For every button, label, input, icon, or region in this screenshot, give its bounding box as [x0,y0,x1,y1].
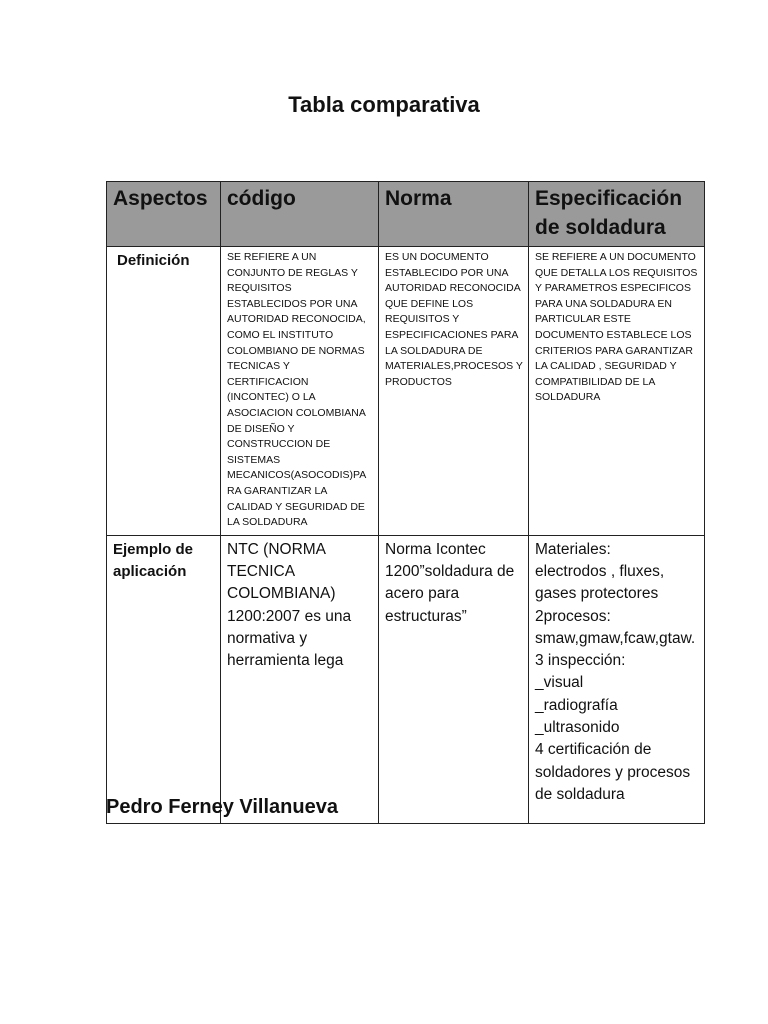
header-aspectos: Aspectos [107,182,221,247]
header-especificacion: Especificación de soldadura [529,182,705,247]
author-name: Pedro Ferney Villanueva [106,796,338,818]
table-row-definicion [107,247,705,536]
cell-ejemplo-especificacion: Materiales: electrodos , fluxes, gases protectores 2procesos: smaw,gmaw,fcaw,gtaw. 3 inspección: _visual _radiografía _ultrasonido 4 certificación de soldadores y procesos de soldadura [529,535,705,823]
row-label-text: Definición [117,252,190,269]
comparison-table [106,181,705,824]
row-label-definicion [107,247,221,536]
cell-definicion-norma: ES UN DOCUMENTO ESTABLECIDO POR UNA AUTORIDAD RECONOCIDA QUE DEFINE LOS REQUISITOS Y ESPECIFICACIONES PARA LA SOLDADURA DE MATERIALES,PROCESOS Y PRODUCTOS [379,247,529,536]
table-header-row [107,182,705,247]
cell-ejemplo-norma: Norma Icontec 1200”soldadura de acero para estructuras” [379,535,529,823]
cell-definicion-especificacion: SE REFIERE A UN DOCUMENTO QUE DETALLA LOS REQUISITOS Y PARAMETROS ESPECIFICOS PARA UNA SOLDADURA EN PARTICULAR ESTE DOCUMENTO ESTABLECE LOS CRITERIOS PARA GARANTIZAR LA CALIDAD , SEGURIDAD Y COMPATIBILIDAD DE LA SOLDADURA [529,247,705,536]
cell-ejemplo-codigo: NTC (NORMA TECNICA COLOMBIANA) 1200:2007 es una normativa y herramienta lega [221,535,379,823]
row-label-ejemplo: Ejemplo de aplicación [107,535,221,823]
header-codigo: código [221,182,379,247]
table-row-ejemplo [107,535,705,823]
cell-definicion-codigo: SE REFIERE A UN CONJUNTO DE REGLAS Y REQUISITOS ESTABLECIDOS POR UNA AUTORIDAD RECONOCIDA, COMO EL INSTITUTO COLOMBIANO DE NORMAS TECNICAS Y CERTIFICACION (INCONTEC) O LA ASOCIACION COLOMBIANA DE DISEÑO Y CONSTRUCCION DE SISTEMAS MECANICOS(ASOCODIS)PARA GARANTIZAR LA CALIDAD Y SEGURIDAD DE LA SOLDADURA [221,247,379,536]
page-title: Tabla comparativa [288,92,480,117]
header-norma: Norma [379,182,529,247]
